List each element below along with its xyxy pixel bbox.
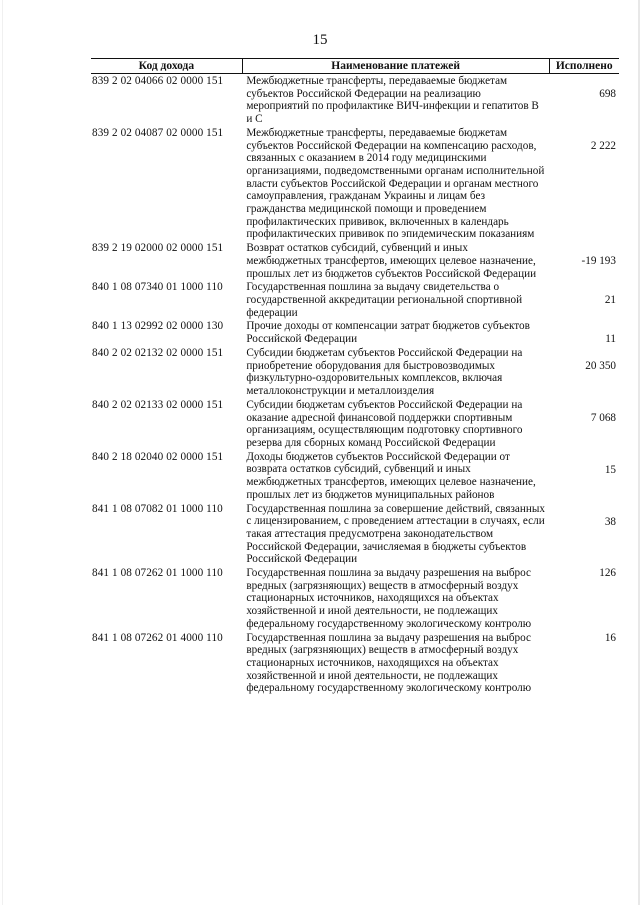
- executed-amount: 11: [605, 333, 616, 346]
- income-code: 840 1 08 07340 01 1000 110: [92, 281, 223, 294]
- income-code: 839 2 02 04066 02 0000 151: [92, 75, 224, 87]
- table-row: [91, 280, 619, 319]
- executed-amount: 16: [604, 631, 616, 644]
- payment-name: Субсидии бюджетам субъектов Российской Федерации на оказание адресной финансовой поддержки спортивным организациям, осуществляющим подготовку спортивного резерва для сборных команд Российской Федерации: [246, 398, 523, 449]
- table-header: [91, 59, 619, 74]
- income-code: 840 2 18 02040 02 0000 151: [92, 450, 224, 463]
- header-name: Наименование платежей: [242, 59, 549, 74]
- executed-amount: 15: [604, 463, 616, 476]
- executed-amount: 7 068: [590, 411, 616, 424]
- header-row: [91, 59, 619, 74]
- payment-name: Межбюджетные трансферты, передаваемые бюджетам субъектов Российской Федерации на реализацию мероприятий по профилактике ВИЧ-инфекции и гепатитов В и С: [246, 75, 539, 126]
- payment-name: Государственная пошлина за выдачу свидетельства о государственной аккредитации региональной спортивной федерации: [246, 281, 523, 319]
- payment-name: Субсидии бюджетам субъектов Российской Федерации на приобретение оборудования для быстровозводимых физкультурно-оздоровительных комплексов, включая металлоконструкции и металлоизделия: [246, 347, 523, 398]
- executed-amount: 126: [599, 567, 616, 580]
- income-code: 839 2 19 02000 02 0000 151: [92, 242, 224, 255]
- table-row: [91, 631, 619, 696]
- header-code: Код дохода: [91, 59, 242, 74]
- payment-name: Государственная пошлина за совершение действий, связанных с лицензированием, с проведением аттестации в случаях, если такая аттестация предусмотрена законодательством Российской Федерации, зачисляемая в бюджеты субъектов Российской Федерации: [246, 502, 545, 566]
- table-row: [91, 346, 619, 398]
- executed-amount: -19 193: [581, 255, 616, 268]
- payment-name: Прочие доходы от компенсации затрат бюджетов субъектов Российской Федерации: [246, 320, 530, 346]
- payment-name: Возврат остатков субсидий, субвенций и иных межбюджетных трансфертов, имеющих целевое назначение, прошлых лет из бюджетов субъектов Российской Федерации: [246, 242, 537, 280]
- table-row: [91, 126, 619, 241]
- executed-amount: 2 222: [590, 139, 616, 152]
- table-row: [91, 241, 619, 280]
- executed-amount: 38: [604, 515, 616, 528]
- table-body: [91, 74, 619, 696]
- table-row: [91, 398, 619, 450]
- page-number: 15: [312, 32, 328, 48]
- table-row: [91, 319, 619, 346]
- income-code: 840 1 13 02992 02 0000 130: [92, 320, 224, 333]
- payment-name: Государственная пошлина за выдачу разрешения на выброс вредных (загрязняющих) веществ в атмосферный воздух стационарных источников, находящихся на объектах хозяйственной и иной деятельности, не подлежащих федеральному государственному экологическому контролю: [246, 631, 532, 695]
- payment-name: Государственная пошлина за выдачу разрешения на выброс вредных (загрязняющих) веществ в атмосферный воздух стационарных источников, находящихся на объектах хозяйственной и иной деятельности, не подлежащих федеральному государственному экологическому контролю: [246, 567, 532, 630]
- header-sum: Исполнено: [549, 59, 619, 74]
- executed-amount: 20 350: [585, 360, 616, 373]
- payment-name: Доходы бюджетов субъектов Российской Федерации от возврата остатков субсидий, субвенций и иных межбюджетных трансфертов, имеющих целевое назначение, прошлых лет из бюджетов муниципальных районов: [246, 450, 536, 501]
- table-row: [91, 502, 619, 567]
- income-table: [91, 58, 619, 695]
- table-row: [91, 74, 619, 126]
- income-code: 841 1 08 07262 01 4000 110: [92, 631, 223, 644]
- table-row: [91, 566, 619, 631]
- income-code: 840 2 02 02132 02 0000 151: [92, 347, 224, 360]
- executed-amount: 698: [599, 88, 616, 100]
- income-code: 839 2 02 04087 02 0000 151: [92, 126, 224, 139]
- income-code: 841 1 08 07082 01 1000 110: [92, 502, 223, 515]
- income-code: 840 2 02 02133 02 0000 151: [92, 398, 224, 411]
- scan-edge-left: [2, 0, 3, 905]
- income-code: 841 1 08 07262 01 1000 110: [92, 567, 223, 580]
- executed-amount: 21: [604, 294, 616, 307]
- payment-name: Межбюджетные трансферты, передаваемые бюджетам субъектов Российской Федерации на компенсацию расходов, связанных с оказанием в 2014 году медицинскими организациями, подведомственными органам исполнительной власти субъектов Российской Федерации и органам местного самоуправления, гражданам Украины и лицам без гражданства медицинской помощи и проведением профилактических прививок, включенных в календарь профилактических прививок по эпидемическим показаниям: [246, 126, 545, 241]
- table-row: [91, 450, 619, 502]
